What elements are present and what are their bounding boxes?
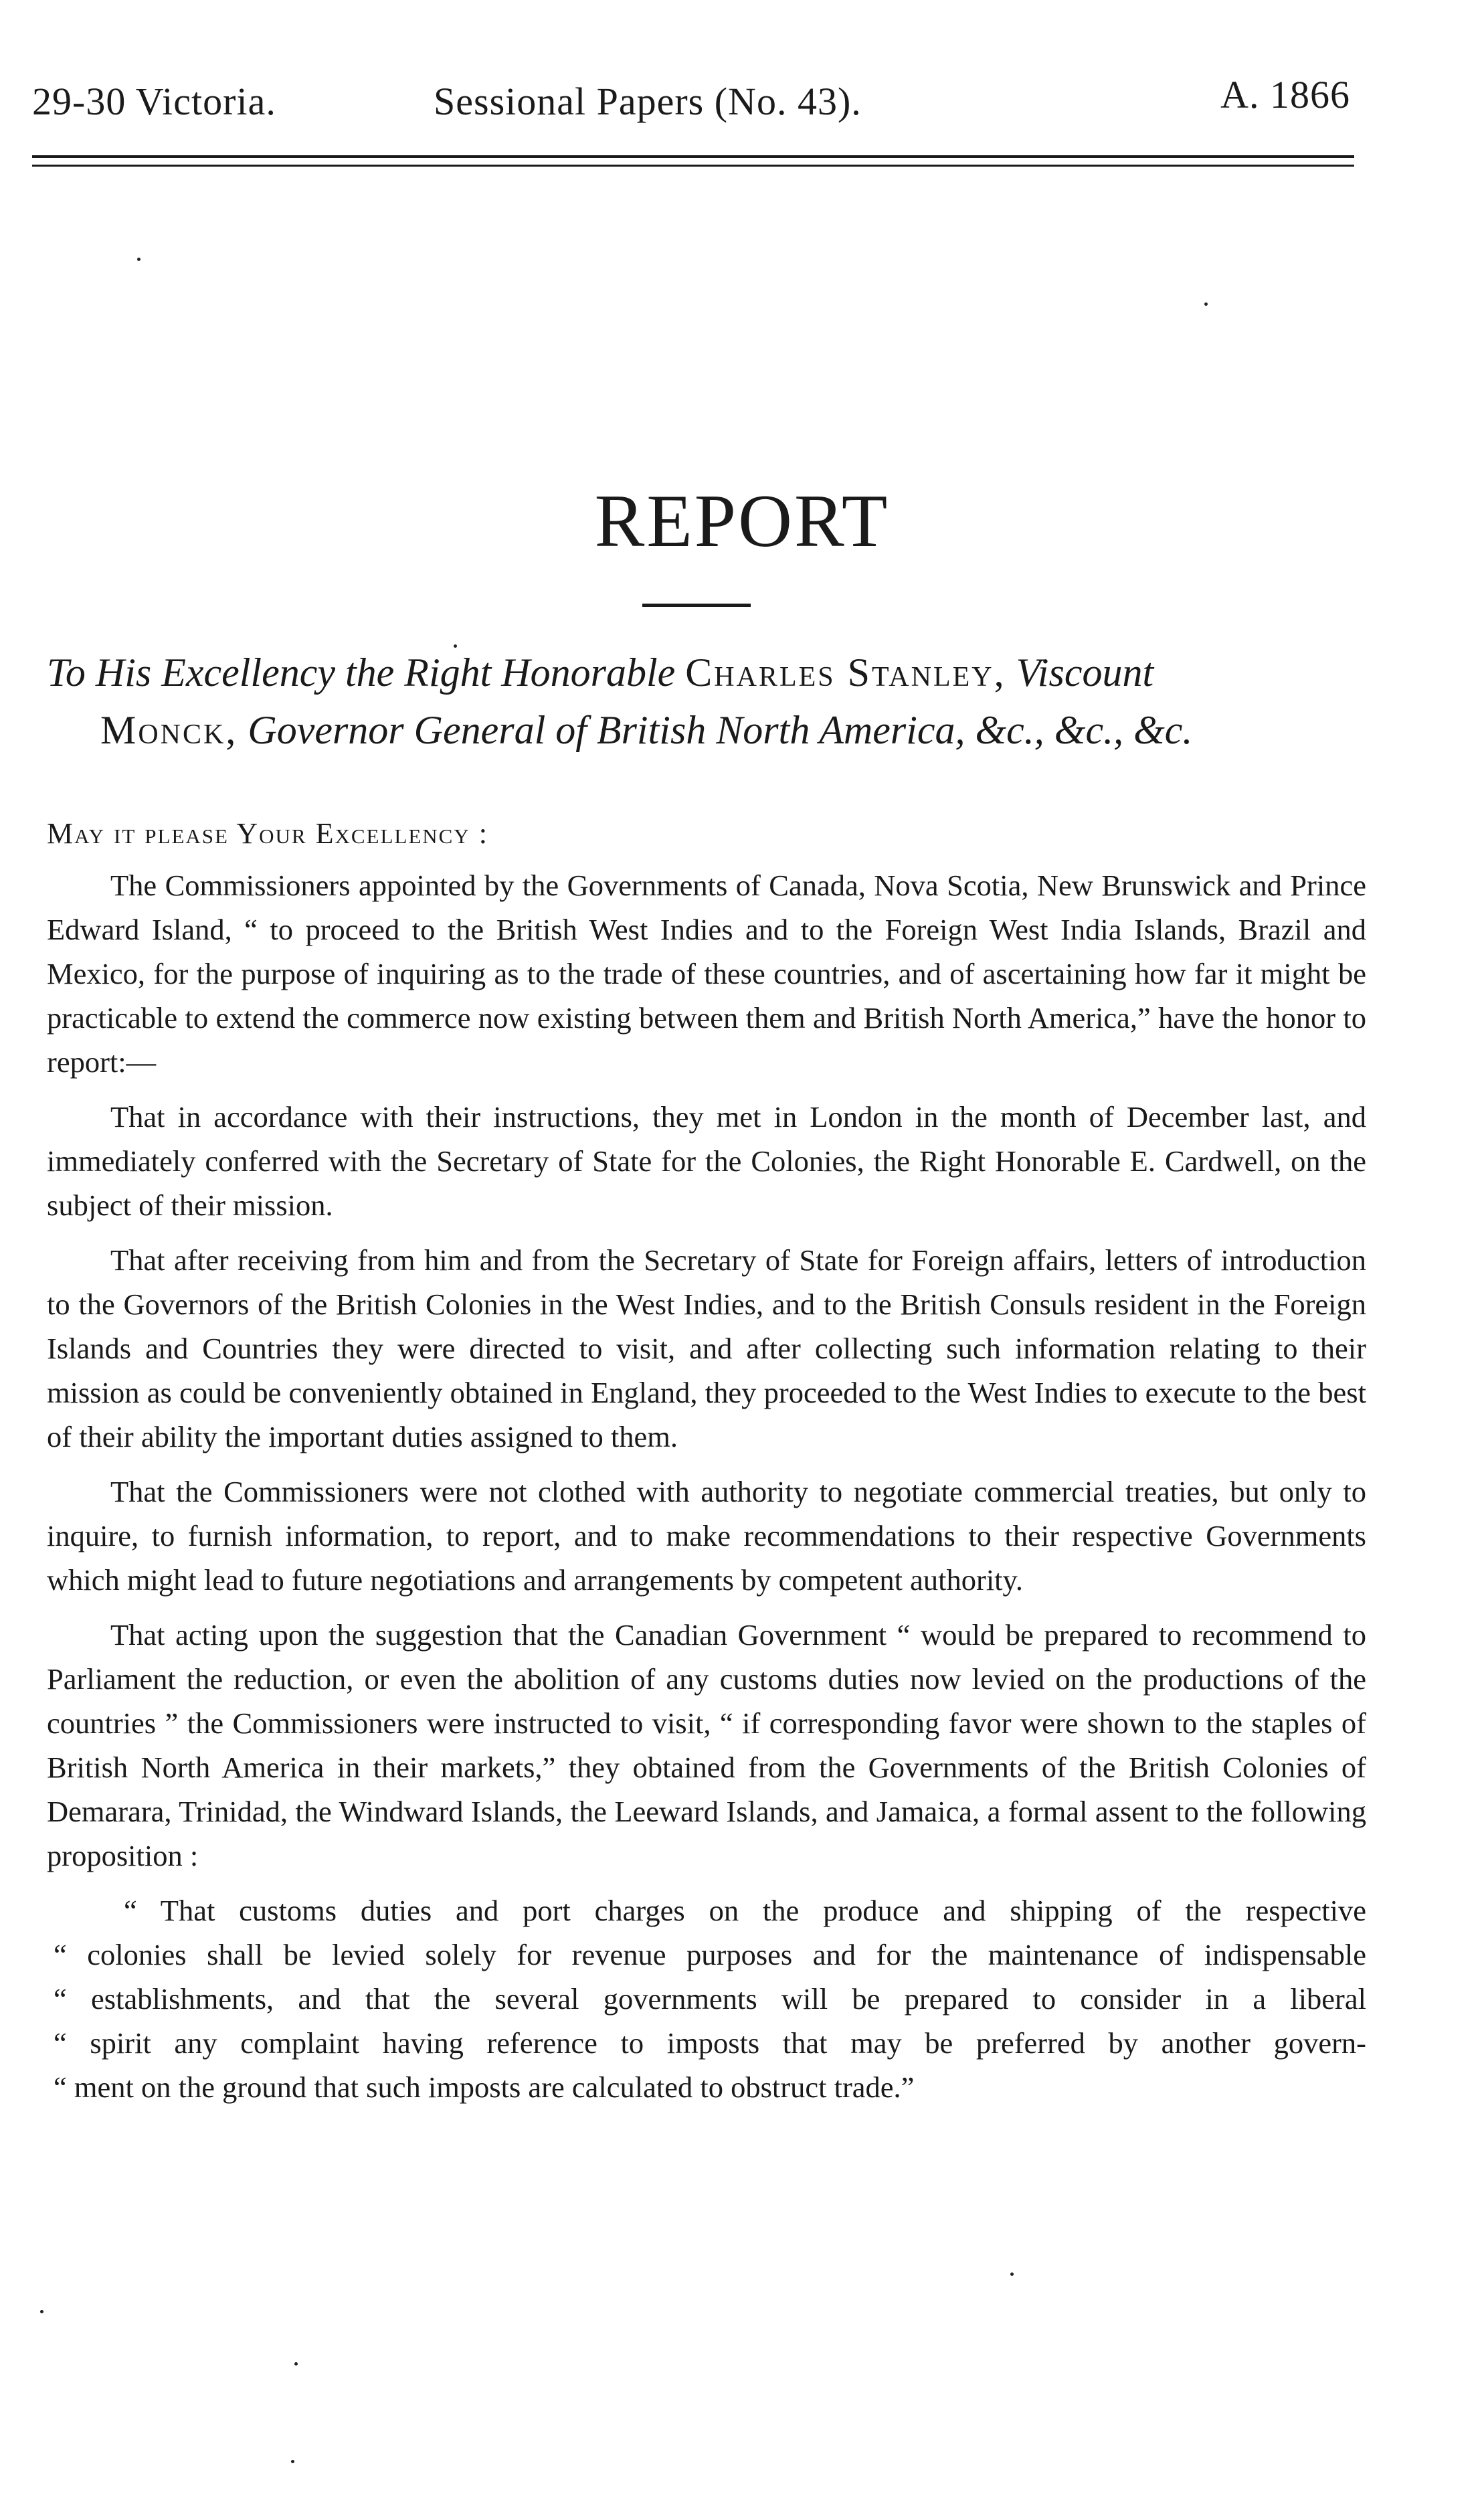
address-block	[47, 644, 1378, 759]
paragraph: The Commissioners appointed by the Governments of Canada, Nova Scotia, New Brunswick and Prince Edward Island, “ to proceed to the British West Indies and to the Foreign West India Islands, Brazil and Mexico, for the purpose of inquiring as to the trade of these countries, and of ascertaining how far it might be practicable to extend the commerce now existing between them and British North America,” have the honor to report:—	[47, 869, 1366, 1079]
header-year: A. 1866	[1220, 73, 1350, 116]
scan-speck	[137, 258, 141, 261]
scan-speck	[1010, 2273, 1014, 2276]
paragraph: That acting upon the suggestion that the Canadian Government “ would be prepared to recommend to Parliament the reduction, or even the abolition of any customs duties now levied on the productions of the countries ” the Commissioners were instructed to visit, “ if corresponding favor were shown to the staples of British North America in their markets,” they obtained from the Governments of the British Colonies of Demarara, Trinidad, the Windward Islands, the Leeward Islands, and Jamaica, a formal assent to the following proposition :	[47, 1618, 1366, 1872]
paragraph: That in accordance with their instructions, they met in London in the month of December last, and immediately conferred with the Secretary of State for the Colonies, the Right Honorable E. Cardwell, on the subject of their mission.	[47, 1100, 1366, 1222]
salutation: May it please Your Excellency :	[47, 817, 488, 850]
scan-speck	[291, 2460, 294, 2463]
report-body	[47, 863, 1366, 2109]
scan-speck	[1204, 302, 1208, 306]
scan-speck	[454, 644, 457, 648]
address-title: Governor General of British North America, &c., &c., &c.	[248, 708, 1193, 752]
paragraph: That the Commissioners were not clothed with authority to negotiate commercial treaties, but only to inquire, to furnish information, to report, and to make recommendations to their respective Governments which might lead to future negotiations and arrangements by competent authority.	[47, 1475, 1366, 1597]
scan-speck	[294, 2362, 298, 2366]
address-to: To His Excellency the Right Honorable	[47, 650, 676, 695]
quote-line: “ colonies shall be levied solely for revenue purposes and for the maintenance of indispensable	[54, 1938, 1366, 1971]
quote-line: “ spirit any complaint having reference to imposts that may be preferred by another govern-	[54, 2026, 1366, 2060]
quote-line: “ ment on the ground that such imposts are calculated to obstruct trade.”	[54, 2070, 915, 2104]
scan-speck	[40, 2310, 43, 2313]
quote-line: “ establishments, and that the several governments will be prepared to consider in a liberal	[54, 1982, 1366, 2016]
report-title: REPORT	[594, 480, 890, 563]
header-session: 29-30 Victoria.	[32, 80, 276, 123]
paragraph: That after receiving from him and from the Secretary of State for Foreign affairs, letters of introduction to the Governors of the British Colonies in the West Indies, and to the British Consuls resident in the Foreign Islands and Countries they were directed to visit, and after collecting such information relating to their mission as could be conveniently obtained in England, they proceeded to the West Indies to execute to the best of their ability the important duties assigned to them.	[47, 1243, 1366, 1453]
running-header	[32, 73, 1350, 132]
quoted-proposition	[47, 1888, 1366, 2109]
address-line-2	[47, 701, 1378, 759]
address-monck: Monck,	[100, 708, 238, 752]
header-sessional-papers: Sessional Papers (No. 43).	[434, 80, 862, 123]
address-viscount: Viscount	[1016, 650, 1154, 695]
address-line-1	[47, 644, 1378, 701]
title-rule	[642, 604, 751, 607]
address-name: Charles Stanley,	[685, 650, 1006, 695]
quote-line: “ That customs duties and port charges on the produce and shipping of the respective	[124, 1894, 1366, 1927]
header-double-rule	[32, 155, 1354, 167]
